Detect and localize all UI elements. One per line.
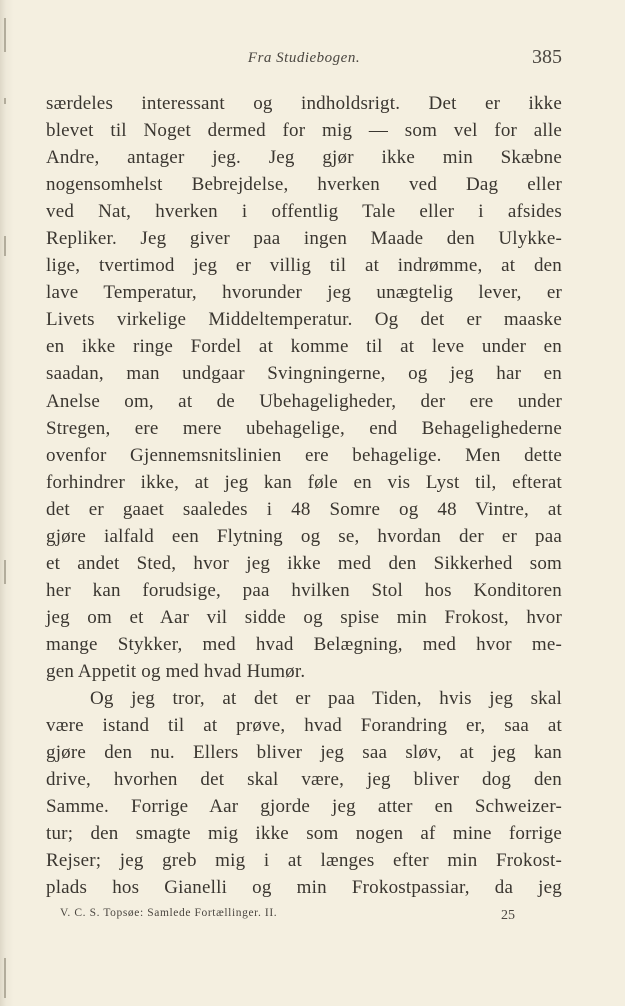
text-line: forhindrer ikke, at jeg kan føle en vis Lyst til, efterat	[46, 471, 562, 493]
text-line: drive, hvorhen det skal være, jeg bliver dog den	[46, 769, 562, 791]
text-line: særdeles interessant og indholdsrigt. Det er ikke	[46, 93, 562, 114]
text-line: ved Nat, hverken i offentlig Tale eller i afsides	[46, 201, 562, 223]
text-line: ovenfor Gjennemsnitslinien ere behagelige. Men dette	[46, 444, 562, 466]
sheet-number: 25	[501, 908, 515, 923]
text-line: Anelse om, at de Ubehageligheder, der ere under	[46, 390, 562, 412]
text-line: saadan, man undgaar Svingningerne, og jeg har en	[46, 363, 562, 385]
text-line: tur; den smagte mig ikke som nogen af mine forrige	[46, 823, 562, 845]
gutter-mark	[4, 958, 6, 998]
paragraph-end-line: gen Appetit og med hvad Humør.	[46, 660, 306, 682]
printer-signature: V. C. S. Topsøe: Samlede Fortællinger. II.	[60, 907, 278, 919]
text-line: Andre, antager jeg. Jeg gjør ikke min Skæbne	[46, 147, 562, 169]
gutter-mark	[4, 236, 6, 256]
text-line: Repliker. Jeg giver paa ingen Maade den Ulykke-	[46, 228, 562, 250]
page-footer	[60, 903, 515, 929]
text-line: Livets virkelige Middeltemperatur. Og det er maaske	[46, 309, 562, 331]
text-line: gjøre ialfald een Flytning og se, hvordan der er paa	[46, 525, 562, 547]
page-header	[46, 44, 562, 74]
text-line: jeg om et Aar vil sidde og spise min Frokost, hvor	[46, 606, 562, 628]
body-text	[46, 90, 562, 901]
text-line: Samme. Forrige Aar gjorde jeg atter en Schweizer-	[46, 796, 562, 818]
text-line: mange Stykker, med hvad Belægning, med hvor me-	[46, 633, 562, 655]
text-line: det er gaaet saaledes i 48 Somre og 48 Vintre, at	[46, 498, 562, 520]
gutter-mark	[4, 98, 6, 104]
text-line: lige, tvertimod jeg er villig til at indrømme, at den	[46, 255, 562, 277]
text-line: nogensomhelst Bebrejdelse, hverken ved Dag eller	[46, 174, 562, 196]
page-number: 385	[532, 46, 562, 68]
text-line: Stregen, ere mere ubehagelige, end Behagelighederne	[46, 417, 562, 439]
text-line: en ikke ringe Fordel at komme til at leve under en	[46, 336, 562, 358]
paragraph-start-line: Og jeg tror, at det er paa Tiden, hvis jeg skal	[90, 688, 562, 710]
text-line: her kan forudsige, paa hvilken Stol hos Konditoren	[46, 579, 562, 601]
gutter-mark	[4, 18, 6, 52]
text-line: Rejser; jeg greb mig i at længes efter min Frokost-	[46, 850, 562, 872]
text-line: et andet Sted, hvor jeg ikke med den Sikkerhed som	[46, 552, 562, 574]
running-title: Fra Studiebogen.	[247, 50, 361, 66]
text-line: plads hos Gianelli og min Frokostpassiar, da jeg	[46, 877, 562, 899]
gutter-mark	[4, 560, 6, 584]
text-line: blevet til Noget dermed for mig — som vel for alle	[46, 120, 562, 142]
text-line: gjøre den nu. Ellers bliver jeg saa sløv, at jeg kan	[46, 742, 562, 764]
text-line: være istand til at prøve, hvad Forandring er, saa at	[46, 715, 562, 737]
text-line: lave Temperatur, hvorunder jeg unægtelig lever, er	[46, 282, 562, 304]
